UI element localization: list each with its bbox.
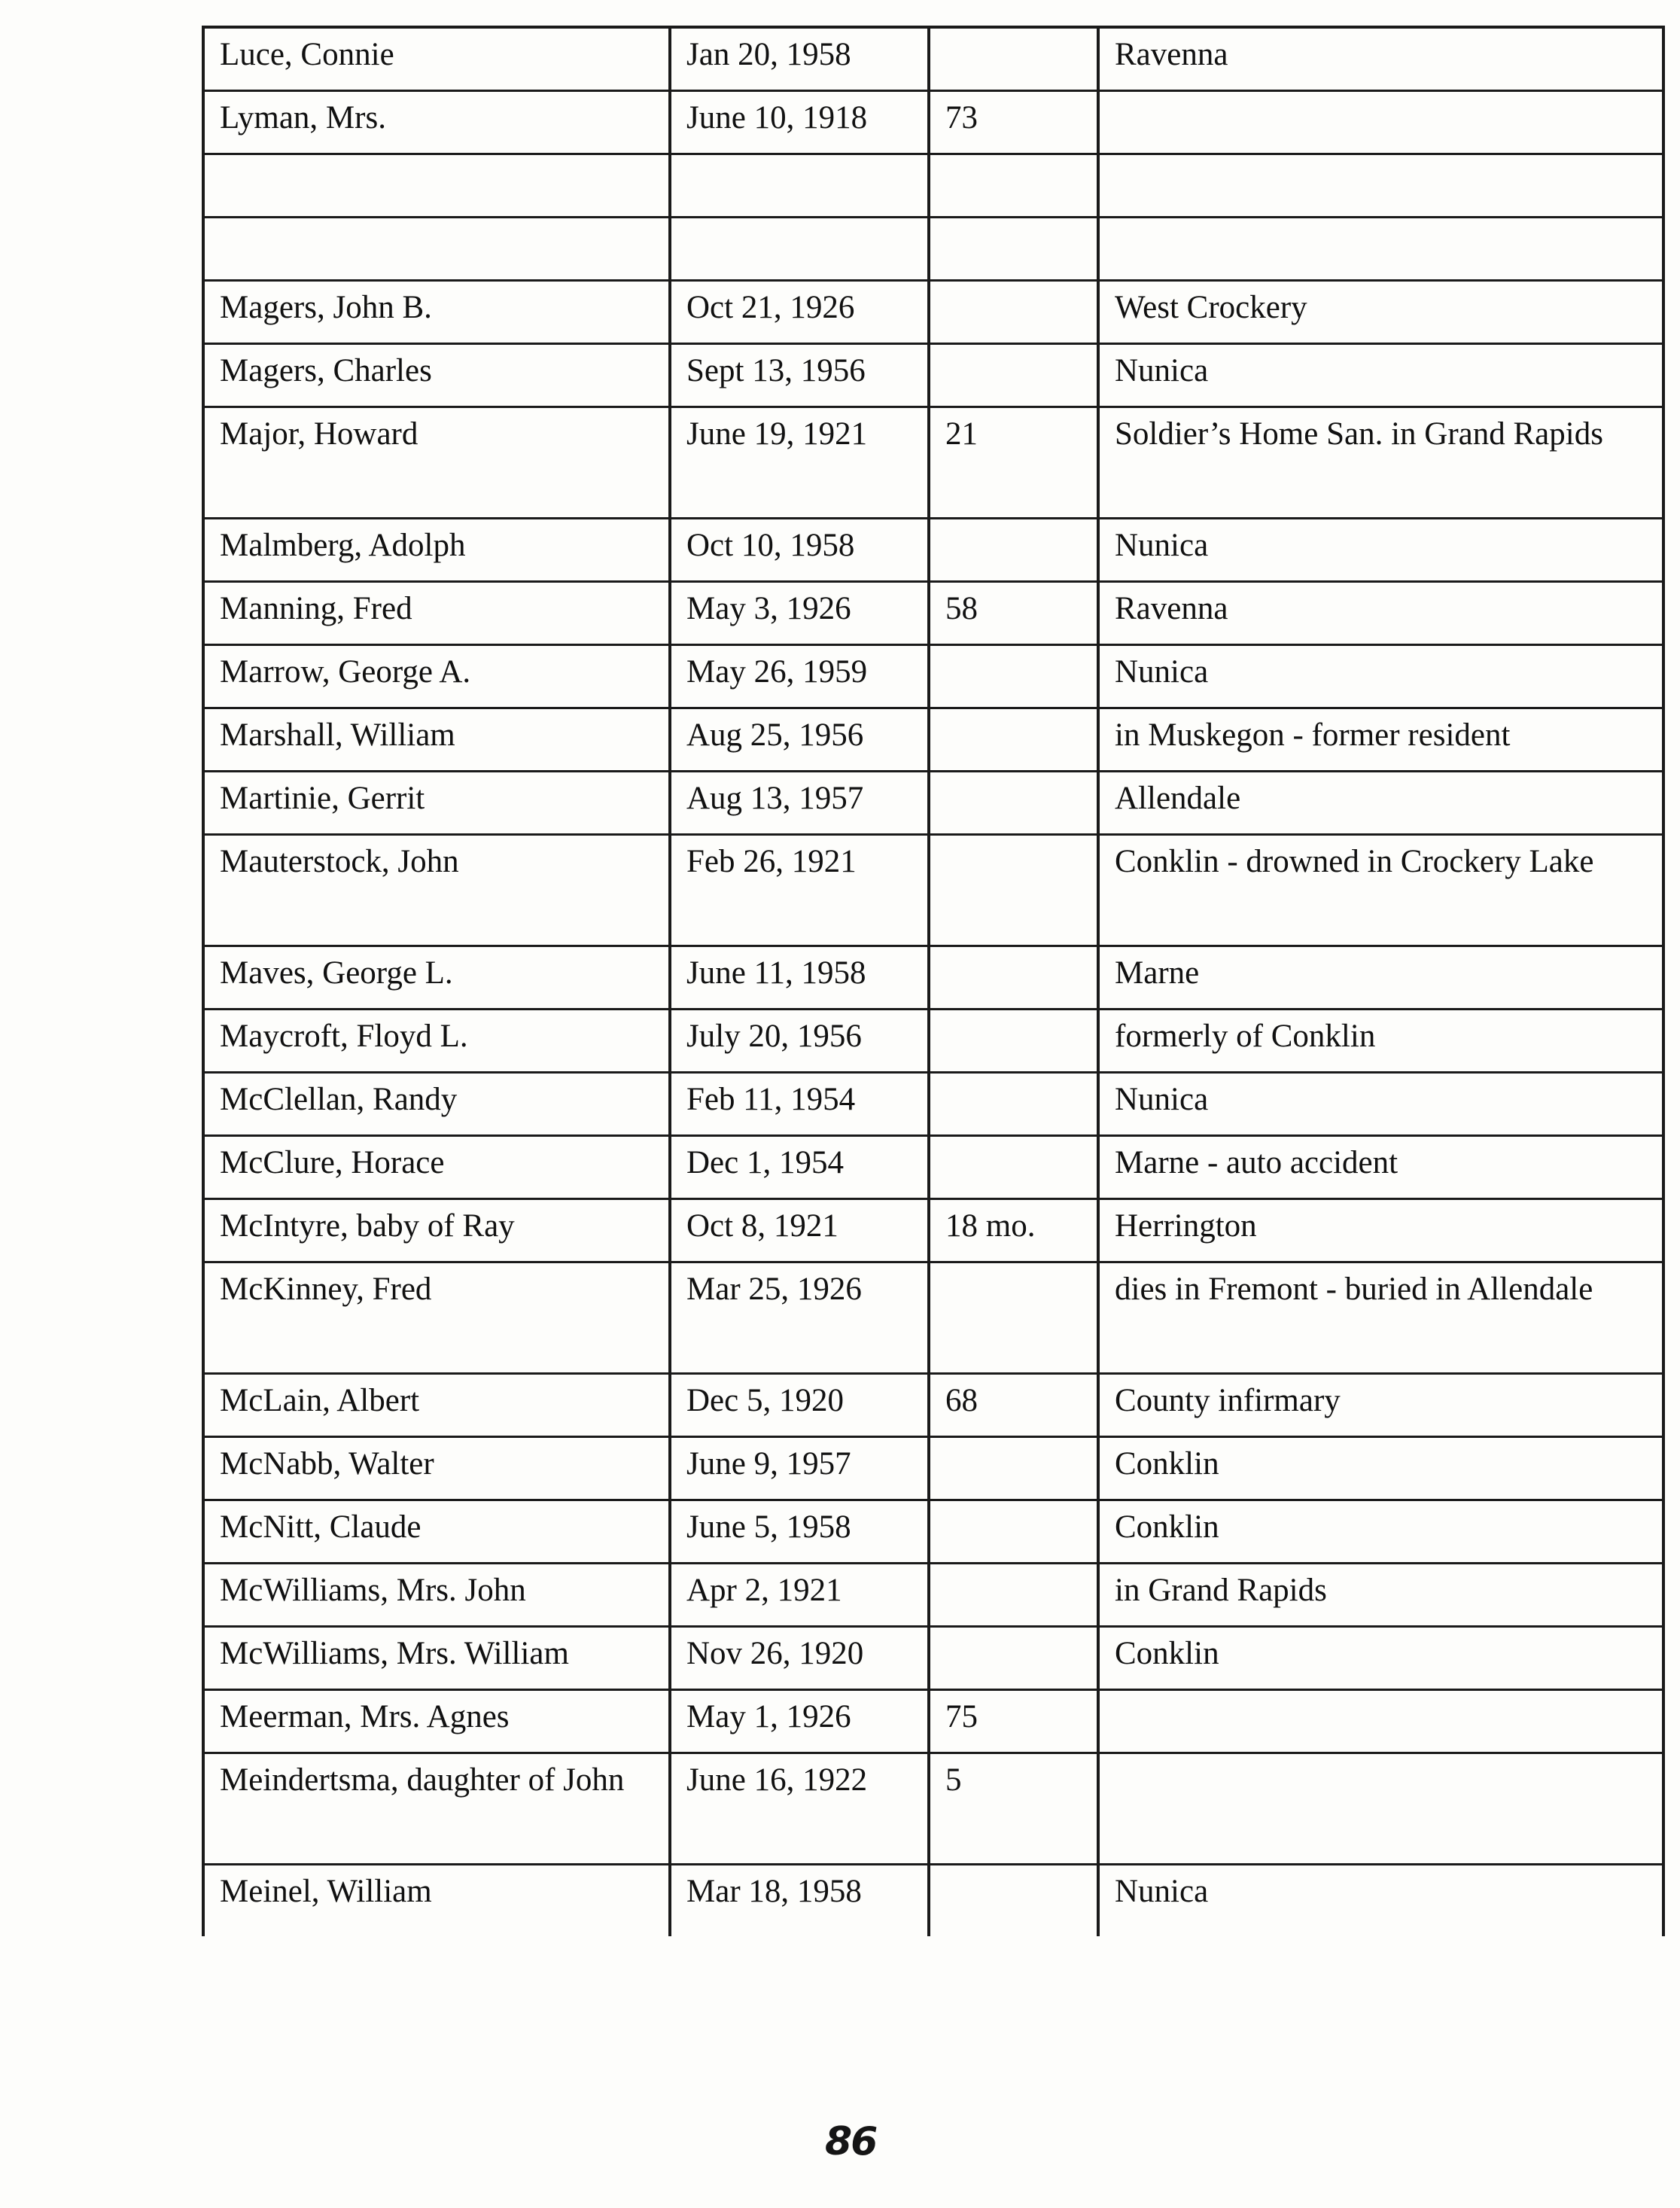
table-row (203, 834, 1663, 946)
age-cell (929, 217, 1098, 280)
name-cell: McClure, Horace (203, 1135, 670, 1198)
date-cell: Oct 8, 1921 (670, 1198, 929, 1262)
date-cell: Sept 13, 1956 (670, 343, 929, 407)
name-cell: Martinie, Gerrit (203, 771, 670, 834)
place-cell: Conklin (1098, 1436, 1663, 1500)
table-row (203, 154, 1663, 217)
table-row (203, 90, 1663, 154)
date-cell (670, 217, 929, 280)
name-cell: Luce, Connie (203, 27, 670, 90)
name-cell: Magers, John B. (203, 280, 670, 343)
name-cell: Major, Howard (203, 407, 670, 518)
date-cell: June 19, 1921 (670, 407, 929, 518)
age-cell (929, 154, 1098, 217)
age-cell (929, 644, 1098, 708)
name-cell: Maves, George L. (203, 946, 670, 1009)
date-cell: June 11, 1958 (670, 946, 929, 1009)
age-cell (929, 1864, 1098, 1936)
name-cell: Malmberg, Adolph (203, 518, 670, 581)
table-row (203, 1262, 1663, 1373)
place-cell (1098, 90, 1663, 154)
table-row (203, 1373, 1663, 1436)
table-row (203, 644, 1663, 708)
age-cell (929, 518, 1098, 581)
date-cell: Aug 25, 1956 (670, 708, 929, 771)
date-cell: May 26, 1959 (670, 644, 929, 708)
date-cell: Oct 10, 1958 (670, 518, 929, 581)
place-cell: Marne - auto accident (1098, 1135, 1663, 1198)
age-cell: 21 (929, 407, 1098, 518)
place-cell: Allendale (1098, 771, 1663, 834)
age-cell (929, 1626, 1098, 1689)
table-row (203, 946, 1663, 1009)
date-cell (670, 154, 929, 217)
age-cell: 5 (929, 1753, 1098, 1864)
name-cell: Marrow, George A. (203, 644, 670, 708)
name-cell: Mauterstock, John (203, 834, 670, 946)
date-cell: Dec 5, 1920 (670, 1373, 929, 1436)
name-cell: McNitt, Claude (203, 1500, 670, 1563)
table-row (203, 1072, 1663, 1135)
date-cell: Feb 26, 1921 (670, 834, 929, 946)
place-cell: Nunica (1098, 644, 1663, 708)
date-cell: Apr 2, 1921 (670, 1563, 929, 1626)
place-cell: Nunica (1098, 1864, 1663, 1936)
table-row (203, 1626, 1663, 1689)
age-cell: 18 mo. (929, 1198, 1098, 1262)
age-cell (929, 1009, 1098, 1072)
age-cell (929, 708, 1098, 771)
age-cell (929, 946, 1098, 1009)
table-row (203, 1198, 1663, 1262)
place-cell: in Grand Rapids (1098, 1563, 1663, 1626)
place-cell (1098, 154, 1663, 217)
table-row (203, 343, 1663, 407)
name-cell: McLain, Albert (203, 1373, 670, 1436)
table-row (203, 1689, 1663, 1753)
place-cell: Soldier’s Home San. in Grand Rapids (1098, 407, 1663, 518)
name-cell: Meinel, William (203, 1864, 670, 1936)
name-cell (203, 154, 670, 217)
date-cell: June 5, 1958 (670, 1500, 929, 1563)
age-cell (929, 1135, 1098, 1198)
date-cell: May 3, 1926 (670, 581, 929, 644)
name-cell: McIntyre, baby of Ray (203, 1198, 670, 1262)
date-cell: May 1, 1926 (670, 1689, 929, 1753)
place-cell (1098, 217, 1663, 280)
age-cell (929, 343, 1098, 407)
place-cell: County infirmary (1098, 1373, 1663, 1436)
table-row (203, 280, 1663, 343)
table-row (203, 217, 1663, 280)
place-cell: Ravenna (1098, 581, 1663, 644)
place-cell: Ravenna (1098, 27, 1663, 90)
table-row (203, 581, 1663, 644)
date-cell: July 20, 1956 (670, 1009, 929, 1072)
age-cell (929, 1262, 1098, 1373)
age-cell (929, 1500, 1098, 1563)
place-cell: Conklin - drowned in Crockery Lake (1098, 834, 1663, 946)
name-cell: Meerman, Mrs. Agnes (203, 1689, 670, 1753)
date-cell: Mar 18, 1958 (670, 1864, 929, 1936)
name-cell: McClellan, Randy (203, 1072, 670, 1135)
table-row (203, 1009, 1663, 1072)
place-cell (1098, 1753, 1663, 1864)
place-cell: dies in Fremont - buried in Allendale (1098, 1262, 1663, 1373)
table-row (203, 1563, 1663, 1626)
age-cell (929, 771, 1098, 834)
table-row (203, 27, 1663, 90)
age-cell (929, 1436, 1098, 1500)
name-cell: Lyman, Mrs. (203, 90, 670, 154)
table-row (203, 708, 1663, 771)
date-cell: June 16, 1922 (670, 1753, 929, 1864)
age-cell (929, 280, 1098, 343)
table-row (203, 1135, 1663, 1198)
date-cell: Aug 13, 1957 (670, 771, 929, 834)
date-cell: June 9, 1957 (670, 1436, 929, 1500)
obituary-index-table (202, 26, 1665, 1936)
table-row (203, 407, 1663, 518)
place-cell: Nunica (1098, 1072, 1663, 1135)
date-cell: Oct 21, 1926 (670, 280, 929, 343)
age-cell: 75 (929, 1689, 1098, 1753)
table-row (203, 1864, 1663, 1936)
date-cell: Nov 26, 1920 (670, 1626, 929, 1689)
place-cell: Marne (1098, 946, 1663, 1009)
page-number: 86 (825, 2119, 877, 2164)
place-cell (1098, 1689, 1663, 1753)
age-cell (929, 27, 1098, 90)
age-cell: 58 (929, 581, 1098, 644)
age-cell (929, 1563, 1098, 1626)
date-cell: Mar 25, 1926 (670, 1262, 929, 1373)
name-cell: McWilliams, Mrs. John (203, 1563, 670, 1626)
name-cell: McWilliams, Mrs. William (203, 1626, 670, 1689)
name-cell: Maycroft, Floyd L. (203, 1009, 670, 1072)
place-cell: Conklin (1098, 1626, 1663, 1689)
place-cell: formerly of Conklin (1098, 1009, 1663, 1072)
name-cell: McKinney, Fred (203, 1262, 670, 1373)
date-cell: Feb 11, 1954 (670, 1072, 929, 1135)
age-cell: 68 (929, 1373, 1098, 1436)
name-cell: Manning, Fred (203, 581, 670, 644)
table-row (203, 1753, 1663, 1864)
table-row (203, 1436, 1663, 1500)
name-cell (203, 217, 670, 280)
table-row (203, 771, 1663, 834)
name-cell: McNabb, Walter (203, 1436, 670, 1500)
age-cell (929, 834, 1098, 946)
age-cell (929, 1072, 1098, 1135)
date-cell: Jan 20, 1958 (670, 27, 929, 90)
date-cell: June 10, 1918 (670, 90, 929, 154)
place-cell: West Crockery (1098, 280, 1663, 343)
name-cell: Meindertsma, daughter of John (203, 1753, 670, 1864)
place-cell: in Muskegon - former resident (1098, 708, 1663, 771)
name-cell: Magers, Charles (203, 343, 670, 407)
place-cell: Herrington (1098, 1198, 1663, 1262)
place-cell: Nunica (1098, 343, 1663, 407)
place-cell: Nunica (1098, 518, 1663, 581)
table-row (203, 518, 1663, 581)
date-cell: Dec 1, 1954 (670, 1135, 929, 1198)
table-row (203, 1500, 1663, 1563)
place-cell: Conklin (1098, 1500, 1663, 1563)
age-cell: 73 (929, 90, 1098, 154)
name-cell: Marshall, William (203, 708, 670, 771)
